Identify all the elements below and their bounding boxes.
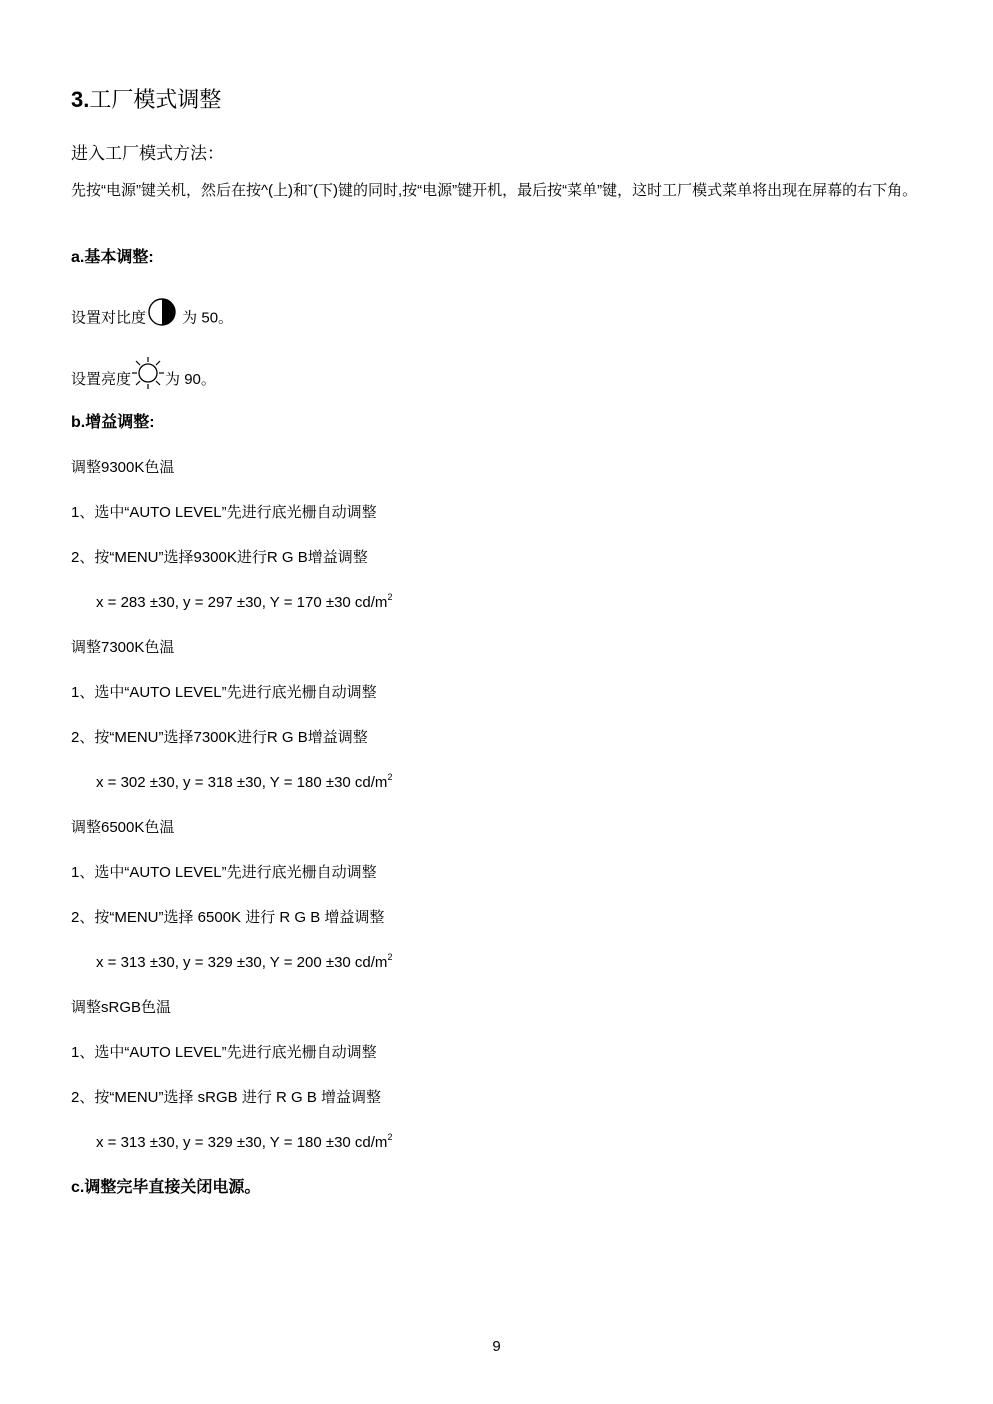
contrast-mid: 为	[178, 309, 202, 327]
contrast-suffix: 。	[218, 309, 234, 327]
contrast-icon	[146, 296, 178, 341]
block-srgb-title: 调整sRGB色温	[71, 999, 172, 1016]
block-7300k-title: 调整7300K色温	[71, 639, 175, 656]
section-title	[71, 86, 221, 114]
block-6500k-spec	[96, 953, 392, 973]
enter-method-text: 先按“电源”键关机，然后在按^(上)和ˇ(下)键的同时,按“电源”键开机，最后按“菜单”键，这时工厂模式菜单将出现在屏幕的右下角。	[71, 182, 918, 199]
block-6500k-title: 调整6500K色温	[71, 819, 175, 836]
block-6500k-spec-text: x = 313 ±30, y = 329 ±30, Y = 200 ±30 cd/m	[96, 954, 388, 971]
contrast-line	[71, 296, 233, 330]
brightness-prefix: 设置亮度	[71, 370, 132, 388]
enter-method-heading: 进入工厂模式方法：	[71, 144, 224, 163]
section-title-text: 工厂模式调整	[89, 87, 222, 112]
brightness-mid: 为	[165, 370, 185, 388]
block-9300k-step2: 2、按“MENU”选择9300K进行R G B增益调整	[71, 549, 368, 566]
contrast-prefix: 设置对比度	[71, 309, 147, 327]
gain-adjust-heading: b.增益调整:	[71, 414, 155, 431]
block-6500k-step2: 2、按“MENU”选择 6500K 进行 R G B 增益调整	[71, 909, 385, 926]
finish-heading: c.调整完毕直接关闭电源。	[71, 1179, 261, 1196]
block-9300k-spec-text: x = 283 ±30, y = 297 ±30, Y = 170 ±30 cd/m	[96, 594, 388, 611]
block-6500k-step1: 1、选中“AUTO LEVEL”先进行底光栅自动调整	[71, 864, 377, 881]
block-7300k-step2: 2、按“MENU”选择7300K进行R G B增益调整	[71, 729, 368, 746]
block-7300k-spec	[96, 773, 392, 793]
block-9300k-spec	[96, 593, 392, 613]
brightness-sun-icon	[131, 355, 165, 405]
block-7300k-spec-text: x = 302 ±30, y = 318 ±30, Y = 180 ±30 cd/m	[96, 774, 388, 791]
block-srgb-step1: 1、选中“AUTO LEVEL”先进行底光栅自动调整	[71, 1044, 377, 1061]
section-number: 3.	[71, 87, 90, 112]
block-7300k-step1: 1、选中“AUTO LEVEL”先进行底光栅自动调整	[71, 684, 377, 701]
brightness-suffix: 。	[200, 370, 216, 388]
brightness-line	[71, 355, 216, 391]
block-srgb-spec-sup: 2	[387, 1132, 393, 1142]
basic-adjust-heading: a.基本调整:	[71, 249, 154, 266]
page-number: 9	[492, 1338, 501, 1355]
block-6500k-spec-sup: 2	[387, 952, 393, 962]
block-9300k-title: 调整9300K色温	[71, 459, 175, 476]
block-9300k-spec-sup: 2	[387, 592, 393, 602]
brightness-value: 90	[184, 370, 201, 388]
block-srgb-spec	[96, 1133, 392, 1153]
block-srgb-step2: 2、按“MENU”选择 sRGB 进行 R G B 增益调整	[71, 1089, 382, 1106]
block-srgb-spec-text: x = 313 ±30, y = 329 ±30, Y = 180 ±30 cd/m	[96, 1134, 388, 1151]
block-9300k-step1: 1、选中“AUTO LEVEL”先进行底光栅自动调整	[71, 504, 377, 521]
contrast-value: 50	[201, 309, 219, 327]
block-7300k-spec-sup: 2	[387, 772, 393, 782]
